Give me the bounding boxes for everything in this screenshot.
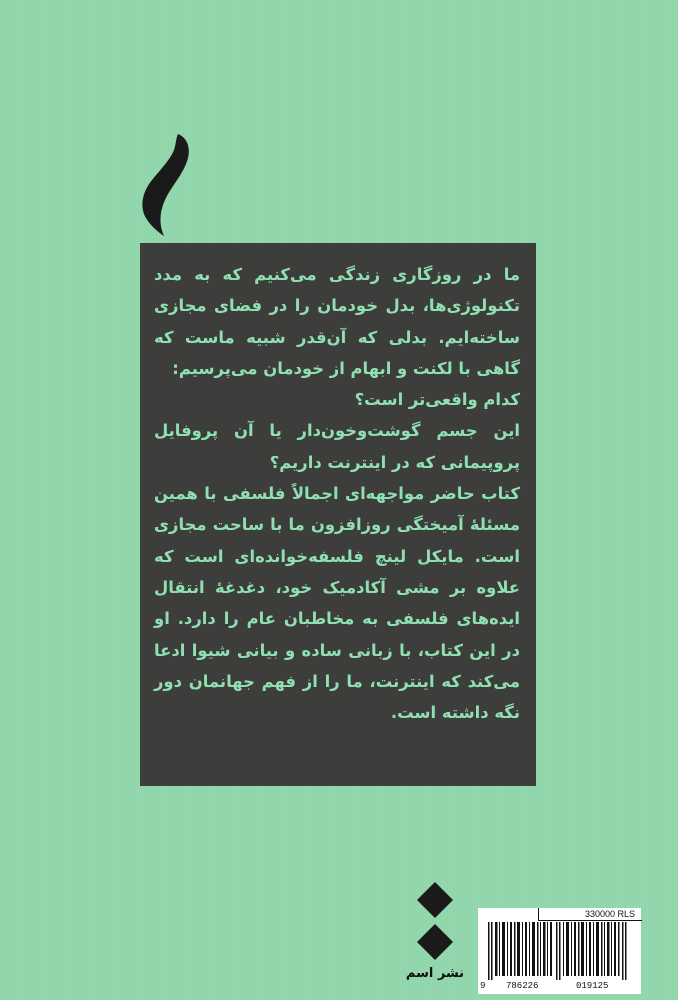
barcode-block <box>478 908 641 994</box>
blurb-paragraph-description: کتاب حاضر مواجهه‌ای اجمالاً فلسفی با همین مسئلهٔ آمیختگی روزافزون ما با ساحت مجازی است. مایکل لینچ فلسفه‌خوانده‌ای است که علاوه بر مشی آکادمیک خود، دغدغهٔ انتقال ایده‌های فلسفی به مخاطبان عام را دارد. او در این کتاب، با زبانی ساده و بیانی شیوا ادعا می‌کند که اینترنت، ما را از فهم جهانمان دور نگه داشته است. <box>154 484 520 723</box>
blurb-text <box>154 259 520 728</box>
blurb-paragraph-question: کدام واقعی‌تر است؟ <box>354 390 520 410</box>
isbn-group-2: 019125 <box>576 981 609 991</box>
isbn-line <box>478 981 641 993</box>
blurb-panel <box>140 243 536 786</box>
barcode-bars <box>488 922 633 980</box>
isbn-lead-digit: 9 <box>480 981 486 991</box>
publisher-name: نشر اسم <box>405 966 465 981</box>
blurb-paragraph-intro: ما در روزگاری زندگی می‌کنیم که به مدد تکنولوژی‌ها، بدل خودمان را در فضای مجازی ساخته‌ایم. بدلی که آن‌قدر شبیه ماست که گاهی با لکنت و ابهام از خودمان می‌پرسیم: <box>154 265 520 378</box>
isbn-group-1: 786226 <box>506 981 539 991</box>
calligraphic-stroke-icon <box>138 132 194 240</box>
blurb-paragraph-question-detail: این جسم گوشت‌وخون‌دار یا آن پروفایل پروپیمانی که در اینترنت داریم؟ <box>154 421 520 472</box>
stacked-diamonds-icon <box>413 880 457 970</box>
price-label: 330000 RLS <box>584 909 635 919</box>
